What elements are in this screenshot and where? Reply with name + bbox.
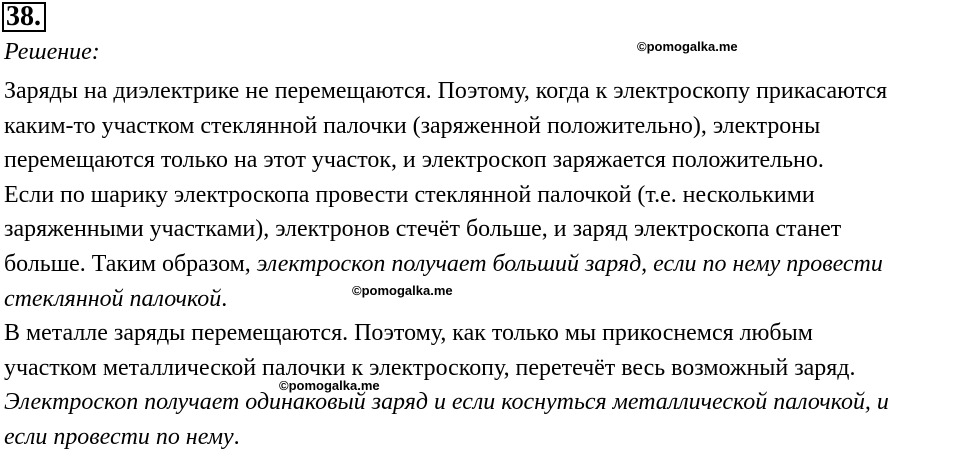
text-line — [4, 247, 956, 282]
text-run: каким-то участком стеклянной палочки (заряженной положительно), электроны — [4, 112, 821, 139]
task-number: 38. — [2, 2, 46, 32]
text-line — [4, 420, 956, 455]
text-line — [4, 212, 956, 247]
text-line — [4, 282, 956, 317]
text-line — [4, 316, 956, 351]
text-run: . — [233, 423, 240, 450]
watermark: ©pomogalka.me — [279, 378, 380, 393]
text-run: участком металлической палочки к электроскопу, перетечёт весь возможный заряд. — [4, 354, 856, 381]
text-run: больше. Таким образом, — [4, 250, 257, 277]
text-run: Если по шарику электроскопа провести стеклянной палочкой (т.е. несколькими — [4, 181, 815, 208]
text-run-italic: стеклянной палочкой — [4, 285, 222, 312]
text-run: В металле заряды перемещаются. Поэтому, как только мы прикоснемся любым — [4, 320, 813, 347]
text-line — [4, 109, 956, 144]
text-run: . — [221, 285, 228, 312]
text-line — [4, 385, 956, 420]
text-run: Заряды на диэлектрике не перемещаются. Поэтому, когда к электроскопу прикасаются — [4, 78, 888, 104]
text-run-italic: если провести по нему — [4, 423, 234, 450]
text-line — [4, 143, 956, 178]
text-line — [4, 351, 956, 386]
text-run-italic: Электроскоп получает одинаковый заряд и если коснуться металлической палочкой, и — [4, 389, 889, 416]
text-line — [4, 74, 956, 109]
text-run: заряженными участками), электронов стечёт больше, и заряд электроскопа станет — [4, 216, 842, 243]
solution-text — [4, 74, 958, 455]
solution-heading: Решение: — [4, 39, 100, 65]
watermark: ©pomogalka.me — [637, 39, 738, 54]
text-run: перемещаются только на этот участок, и электроскоп заряжается положительно. — [4, 147, 824, 174]
watermark: ©pomogalka.me — [352, 283, 453, 298]
text-line — [4, 178, 956, 213]
text-run-italic: электроскоп получает больший заряд, если по нему провести — [256, 250, 883, 277]
